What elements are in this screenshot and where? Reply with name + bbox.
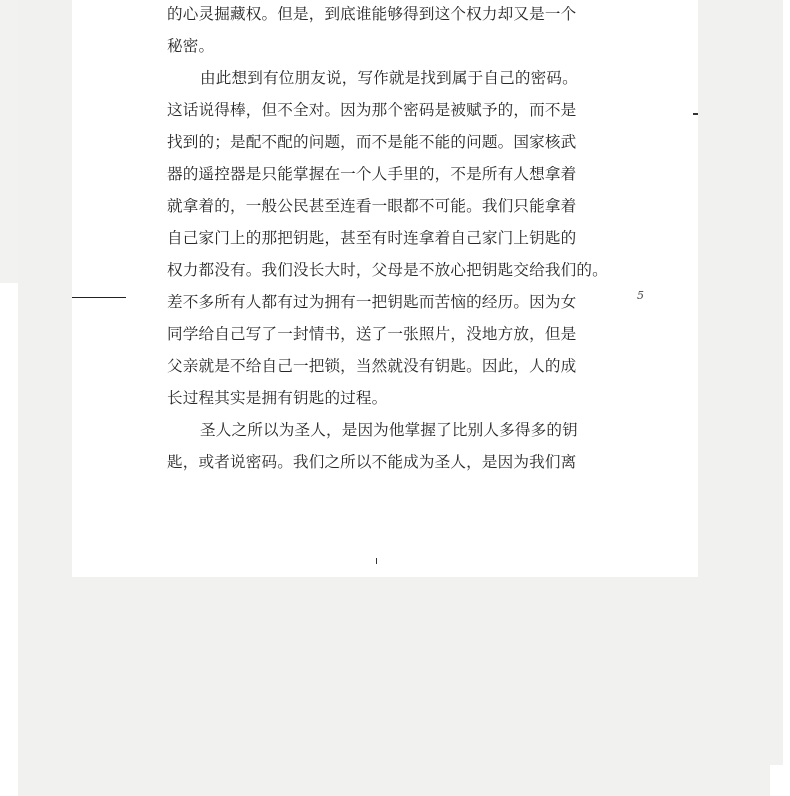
text-line: 的心灵掘藏权。但是，到底谁能够得到这个权力却又是一个 xyxy=(167,5,577,23)
corner-patch xyxy=(770,765,790,796)
paragraph-start-line: 由此想到有位朋友说，写作就是找到属于自己的密码。 xyxy=(200,69,578,87)
text-line: 就拿着的，一般公民甚至连看一眼都不可能。我们只能拿着 xyxy=(167,197,577,215)
left-margin-strip xyxy=(0,283,18,796)
document-page xyxy=(72,0,698,577)
page-number: 5 xyxy=(637,289,644,302)
right-margin-strip xyxy=(783,0,790,796)
text-line: 权力都没有。我们没长大时，父母是不放心把钥匙交给我们的。 xyxy=(167,261,608,279)
text-line: 匙，或者说密码。我们之所以不能成为圣人，是因为我们离 xyxy=(167,453,577,471)
text-line: 找到的；是配不配的问题，而不是能不能的问题。国家核武 xyxy=(167,133,577,151)
text-line: 差不多所有人都有过为拥有一把钥匙而苦恼的经历。因为女 xyxy=(167,293,577,311)
text-line: 长过程其实是拥有钥匙的过程。 xyxy=(167,389,388,407)
text-line: 父亲就是不给自己一把锁，当然就没有钥匙。因此，人的成 xyxy=(167,357,577,375)
bottom-tick-mark xyxy=(376,558,377,564)
margin-rule xyxy=(72,297,126,298)
text-line: 秘密。 xyxy=(167,37,215,55)
margin-tick xyxy=(693,113,698,115)
text-line: 同学给自己写了一封情书，送了一张照片，没地方放，但是 xyxy=(167,325,577,343)
body-text xyxy=(167,0,608,480)
text-line: 这话说得棒，但不全对。因为那个密码是被赋予的，而不是 xyxy=(167,101,577,119)
text-line: 自己家门上的那把钥匙，甚至有时连拿着自己家门上钥匙的 xyxy=(167,229,577,247)
paragraph-start-line: 圣人之所以为圣人，是因为他掌握了比别人多得多的钥 xyxy=(200,421,578,439)
text-line: 器的遥控器是只能掌握在一个人手里的，不是所有人想拿着 xyxy=(167,165,577,183)
